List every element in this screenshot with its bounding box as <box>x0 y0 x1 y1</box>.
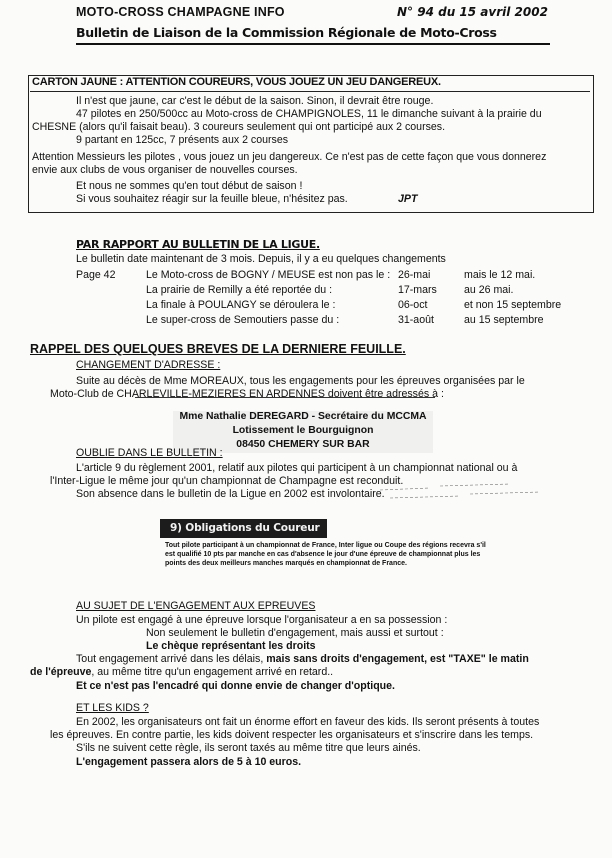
header-rule <box>76 43 550 45</box>
address-line: Mme Nathalie DEREGARD - Secrétaire du MCCMA <box>179 411 427 422</box>
table-cell-old-date: 31-août <box>398 314 434 326</box>
newsletter-subtitle: Bulletin de Liaison de la Commission Régionale de Moto-Cross <box>76 25 497 40</box>
ligue-page-label: Page 42 <box>76 269 116 281</box>
adresse-text: Moto-Club de CHARLEVILLE-MEZIERES EN ARDENNES doivent être adressés à : <box>50 388 444 400</box>
adresse-text: Suite au décès de Mme MOREAUX, tous les engagements pour les épreuves organisées par le <box>76 375 525 387</box>
oubli-text: Son absence dans le bulletin de la Ligue en 2002 est involontaire. <box>76 488 385 500</box>
kids-text: En 2002, les organisateurs ont fait un énorme effort en faveur des kids. Ils seront présents à toutes <box>76 716 540 728</box>
engagement-emphasis: Le chèque représentant les droits <box>146 640 316 652</box>
carton-line: 47 pilotes en 250/500cc au Moto-cross de CHAMPIGNOLES, 11 le dimanche suivant à la prairie du <box>76 108 542 120</box>
table-cell-new-date: et non 15 septembre <box>464 299 562 311</box>
ligue-heading: PAR RAPPORT AU BULLETIN DE LA LIGUE. <box>76 238 320 251</box>
table-cell-old-date: 26-mai <box>398 269 431 281</box>
obligations-text: Tout pilote participant à un championnat de France, Inter ligue ou Coupe des régions recevra s'il est qualifié 10 pts par manche en cas d'absence le jour d'une épreuve de championnat plus les points des deux meilleurs manches marqués en championnat de France. <box>165 542 486 568</box>
address-block <box>173 410 433 452</box>
oubli-heading: OUBLIE DANS LE BULLETIN : <box>76 447 223 459</box>
carton-line: Si vous souhaitez réagir sur la feuille bleue, n'hésitez pas. <box>76 193 348 205</box>
carton-line: CHESNE (alors qu'il faisait beau). 3 coureurs seulement qui ont participé aux 2 courses. <box>32 121 446 133</box>
carton-signature: JPT <box>398 193 418 205</box>
obligations-tag: 9) Obligations du Coureur <box>160 519 327 538</box>
carton-heading-rule <box>30 91 590 92</box>
table-cell-new-date: mais le 12 mai. <box>464 269 536 281</box>
kids-closing: L'engagement passera alors de 5 à 10 euros. <box>76 756 302 768</box>
carton-line: envie aux clubs de vous organiser de nouvelles courses. <box>32 164 298 176</box>
table-cell-old-date: 17-mars <box>398 284 437 296</box>
ligue-intro: Le bulletin date maintenant de 3 mois. Depuis, il y a eu quelques changements <box>76 253 446 265</box>
kids-heading: ET LES KIDS ? <box>76 702 149 714</box>
engagement-text: de l'épreuve, au même titre qu'un engagement arrivé en retard.. <box>30 666 334 678</box>
carton-jaune-heading: CARTON JAUNE : ATTENTION COUREURS, VOUS JOUEZ UN JEU DANGEREUX. <box>32 76 441 88</box>
carton-line: Attention Messieurs les pilotes , vous jouez un jeu dangereux. Ce n'est pas de cette façon que vous donnerez <box>32 151 547 163</box>
address-line: 08450 CHEMERY SUR BAR <box>236 439 370 451</box>
engagement-text: Tout engagement arrivé dans les délais, mais sans droits d'engagement, est "TAXE" le matin <box>76 653 529 665</box>
table-cell-old-date: 06-oct <box>398 299 428 311</box>
table-cell-new-date: au 26 mai. <box>464 284 514 296</box>
table-cell-event: La prairie de Remilly a été reportée du : <box>146 284 333 296</box>
oubli-text: l'Inter-Ligue le même jour qu'un championnat de Champagne est reconduit. <box>50 475 404 487</box>
address-line: Lotissement le Bourguignon <box>232 425 374 437</box>
table-cell-event: La finale à POULANGY se déroulera le : <box>146 299 336 311</box>
carton-line: Et nous ne sommes qu'en tout début de saison ! <box>76 180 303 192</box>
newsletter-title: MOTO-CROSS CHAMPAGNE INFO <box>76 5 285 19</box>
rappel-heading: RAPPEL DES QUELQUES BREVES DE LA DERNIERE FEUILLE. <box>30 342 406 356</box>
table-cell-new-date: au 15 septembre <box>464 314 544 326</box>
engagement-closing: Et ce n'est pas l'encadré qui donne envie de changer d'optique. <box>76 680 395 692</box>
carton-line: Il n'est que jaune, car c'est le début de la saison. Sinon, il devrait être rouge. <box>76 95 434 107</box>
engagement-text: Un pilote est engagé à une épreuve lorsque l'organisateur a en sa possession : <box>76 614 448 626</box>
issue-number: N° 94 du 15 avril 2002 <box>397 5 548 19</box>
table-cell-event: Le super-cross de Semoutiers passe du : <box>146 314 340 326</box>
adresse-heading: CHANGEMENT D'ADRESSE : <box>76 359 221 371</box>
table-cell-event: Le Moto-cross de BOGNY / MEUSE est non pas le : <box>146 269 391 281</box>
address-rule <box>135 397 435 398</box>
oubli-text: L'article 9 du règlement 2001, relatif aux pilotes qui participent à un championnat national ou à <box>76 462 518 474</box>
engagement-text: Non seulement le bulletin d'engagement, mais aussi et surtout : <box>146 627 444 639</box>
engagement-heading: AU SUJET DE L'ENGAGEMENT AUX EPREUVES <box>76 600 316 612</box>
carton-line: 9 partant en 125cc, 7 présents aux 2 courses <box>76 134 289 146</box>
kids-text: S'ils ne suivent cette règle, ils seront taxés au même titre que leurs ainés. <box>76 742 421 754</box>
pencil-scribble <box>370 480 550 520</box>
kids-text: les épreuves. En contre partie, les kids doivent respecter les organisateurs et s'inscrire dans les temps. <box>50 729 534 741</box>
